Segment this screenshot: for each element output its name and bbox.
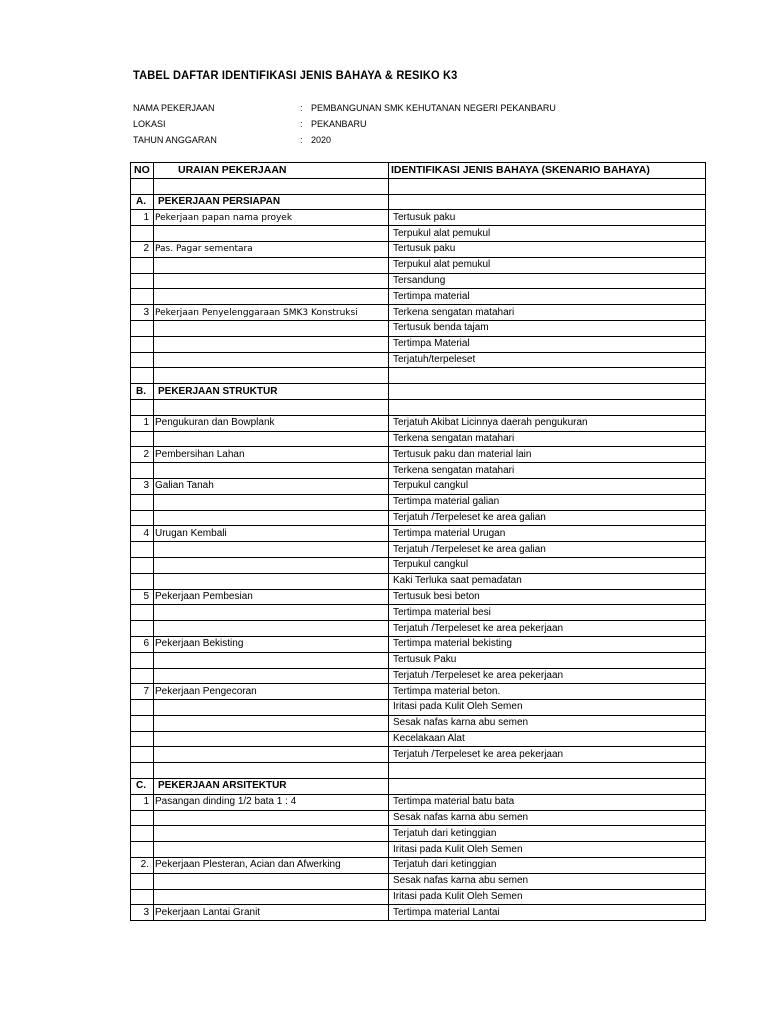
cell-uraian: Pekerjaan papan nama proyek xyxy=(154,210,389,226)
cell-identifikasi: Terjatuh /Terpeleset ke area galian xyxy=(389,510,706,526)
cell-identifikasi: Tertusuk benda tajam xyxy=(389,320,706,336)
cell-uraian: Pengukuran dan Bowplank xyxy=(154,415,389,431)
cell-uraian xyxy=(154,399,389,415)
cell-no: 7 xyxy=(131,684,154,700)
cell-identifikasi: Terpukul alat pemukul xyxy=(389,257,706,273)
table-header-row xyxy=(131,163,706,179)
cell-identifikasi: Tertimpa material Lantai xyxy=(389,905,706,921)
cell-no xyxy=(131,763,154,779)
meta-colon: : xyxy=(300,119,303,129)
cell-identifikasi: Terjatuh /Terpeleset ke area pekerjaan xyxy=(389,668,706,684)
cell-no xyxy=(131,715,154,731)
cell-no xyxy=(131,668,154,684)
cell-no xyxy=(131,747,154,763)
cell-no: 2 xyxy=(131,241,154,257)
cell-identifikasi xyxy=(389,194,706,210)
meta-colon: : xyxy=(300,103,303,113)
cell-uraian xyxy=(154,731,389,747)
cell-uraian: PEKERJAAN STRUKTUR xyxy=(154,384,389,400)
cell-no xyxy=(131,399,154,415)
table-row xyxy=(131,305,706,321)
cell-no: C. xyxy=(131,779,154,795)
table-row xyxy=(131,494,706,510)
table-row xyxy=(131,873,706,889)
cell-no xyxy=(131,352,154,368)
cell-identifikasi xyxy=(389,399,706,415)
cell-no: 2 xyxy=(131,447,154,463)
header-identifikasi: IDENTIFIKASI JENIS BAHAYA (SKENARIO BAHAYA) xyxy=(389,163,706,179)
table-row xyxy=(131,668,706,684)
cell-uraian xyxy=(154,842,389,858)
table-row xyxy=(131,636,706,652)
cell-uraian: Pas. Pagar sementara xyxy=(154,241,389,257)
cell-uraian xyxy=(154,810,389,826)
table-row xyxy=(131,336,706,352)
cell-uraian xyxy=(154,431,389,447)
cell-no: 6 xyxy=(131,636,154,652)
table-row xyxy=(131,605,706,621)
cell-no xyxy=(131,289,154,305)
cell-uraian xyxy=(154,352,389,368)
meta-label: TAHUN ANGGARAN xyxy=(133,135,217,145)
cell-uraian: Pekerjaan Plesteran, Acian dan Afwerking xyxy=(154,858,389,874)
cell-no xyxy=(131,605,154,621)
table-row xyxy=(131,652,706,668)
table-row xyxy=(131,447,706,463)
cell-no xyxy=(131,368,154,384)
cell-no xyxy=(131,652,154,668)
cell-no: 3 xyxy=(131,478,154,494)
header-uraian: URAIAN PEKERJAAN xyxy=(154,163,389,179)
cell-uraian xyxy=(154,652,389,668)
table-row xyxy=(131,178,706,194)
cell-uraian xyxy=(154,826,389,842)
cell-uraian: Urugan Kembali xyxy=(154,526,389,542)
cell-no xyxy=(131,731,154,747)
hazard-table xyxy=(130,162,706,921)
cell-uraian: Pekerjaan Lantai Granit xyxy=(154,905,389,921)
table-row xyxy=(131,257,706,273)
cell-uraian: PEKERJAAN ARSITEKTUR xyxy=(154,779,389,795)
cell-uraian xyxy=(154,715,389,731)
table-row xyxy=(131,794,706,810)
cell-uraian xyxy=(154,320,389,336)
cell-identifikasi xyxy=(389,368,706,384)
table-row xyxy=(131,273,706,289)
cell-identifikasi: Terjatuh /Terpeleset ke area pekerjaan xyxy=(389,747,706,763)
cell-uraian xyxy=(154,700,389,716)
cell-identifikasi: Terpukul cangkul xyxy=(389,557,706,573)
cell-identifikasi: Terkena sengatan matahari xyxy=(389,463,706,479)
table-row xyxy=(131,415,706,431)
cell-uraian: Pekerjaan Pengecoran xyxy=(154,684,389,700)
cell-uraian: Pembersihan Lahan xyxy=(154,447,389,463)
cell-uraian xyxy=(154,273,389,289)
table-row xyxy=(131,542,706,558)
cell-uraian xyxy=(154,289,389,305)
cell-identifikasi: Terjatuh dari ketinggian xyxy=(389,858,706,874)
cell-identifikasi: Tertusuk paku xyxy=(389,210,706,226)
cell-identifikasi: Terpukul cangkul xyxy=(389,478,706,494)
cell-no: A. xyxy=(131,194,154,210)
cell-identifikasi: Kaki Terluka saat pemadatan xyxy=(389,573,706,589)
cell-uraian xyxy=(154,510,389,526)
cell-identifikasi: Sesak nafas karna abu semen xyxy=(389,810,706,826)
cell-no xyxy=(131,463,154,479)
table-row xyxy=(131,431,706,447)
cell-uraian: PEKERJAAN PERSIAPAN xyxy=(154,194,389,210)
cell-uraian xyxy=(154,889,389,905)
cell-no: 3 xyxy=(131,305,154,321)
cell-no: 1 xyxy=(131,415,154,431)
cell-uraian xyxy=(154,542,389,558)
cell-uraian xyxy=(154,573,389,589)
cell-identifikasi: Terjatuh /Terpeleset ke area galian xyxy=(389,542,706,558)
cell-identifikasi: Tertimpa Material xyxy=(389,336,706,352)
cell-uraian xyxy=(154,621,389,637)
cell-identifikasi: Sesak nafas karna abu semen xyxy=(389,715,706,731)
cell-uraian: Pekerjaan Bekisting xyxy=(154,636,389,652)
meta-label: LOKASI xyxy=(133,119,166,129)
table-row xyxy=(131,289,706,305)
cell-identifikasi xyxy=(389,779,706,795)
meta-colon: : xyxy=(300,135,303,145)
table-row xyxy=(131,557,706,573)
cell-identifikasi: Terjatuh dari ketinggian xyxy=(389,826,706,842)
table-row xyxy=(131,826,706,842)
table-row xyxy=(131,573,706,589)
cell-no xyxy=(131,431,154,447)
meta-value: PEMBANGUNAN SMK KEHUTANAN NEGERI PEKANBARU xyxy=(311,103,556,113)
cell-no xyxy=(131,700,154,716)
cell-no: B. xyxy=(131,384,154,400)
cell-no xyxy=(131,826,154,842)
table-row xyxy=(131,684,706,700)
cell-identifikasi: Terjatuh /Terpeleset ke area pekerjaan xyxy=(389,621,706,637)
cell-uraian xyxy=(154,368,389,384)
table-body xyxy=(131,178,706,920)
table-row xyxy=(131,905,706,921)
cell-identifikasi: Tertimpa material xyxy=(389,289,706,305)
table-row xyxy=(131,763,706,779)
meta-value: PEKANBARU xyxy=(311,119,367,129)
cell-no xyxy=(131,257,154,273)
table-row xyxy=(131,810,706,826)
cell-uraian xyxy=(154,668,389,684)
cell-no xyxy=(131,889,154,905)
cell-no xyxy=(131,178,154,194)
meta-label: NAMA PEKERJAAN xyxy=(133,103,215,113)
cell-identifikasi: Tertimpa material Urugan xyxy=(389,526,706,542)
table-row xyxy=(131,621,706,637)
cell-identifikasi: Tertimpa material bekisting xyxy=(389,636,706,652)
cell-uraian xyxy=(154,336,389,352)
section-row xyxy=(131,384,706,400)
cell-no xyxy=(131,336,154,352)
cell-identifikasi: Terpukul alat pemukul xyxy=(389,226,706,242)
table-row xyxy=(131,399,706,415)
table-row xyxy=(131,210,706,226)
cell-identifikasi: Terjatuh Akibat Licinnya daerah pengukuran xyxy=(389,415,706,431)
table-row xyxy=(131,510,706,526)
cell-uraian xyxy=(154,257,389,273)
cell-identifikasi: Terjatuh/terpeleset xyxy=(389,352,706,368)
cell-identifikasi: Iritasi pada Kulit Oleh Semen xyxy=(389,842,706,858)
cell-no: 2. xyxy=(131,858,154,874)
cell-no xyxy=(131,810,154,826)
cell-uraian xyxy=(154,557,389,573)
cell-identifikasi: Tertimpa material batu bata xyxy=(389,794,706,810)
table-row xyxy=(131,320,706,336)
table-row xyxy=(131,226,706,242)
cell-no xyxy=(131,320,154,336)
cell-uraian xyxy=(154,226,389,242)
cell-uraian xyxy=(154,873,389,889)
table-row xyxy=(131,352,706,368)
cell-no xyxy=(131,542,154,558)
cell-uraian: Pekerjaan Pembesian xyxy=(154,589,389,605)
table-row xyxy=(131,368,706,384)
cell-no xyxy=(131,621,154,637)
table-row xyxy=(131,747,706,763)
cell-uraian: Galian Tanah xyxy=(154,478,389,494)
cell-no: 3 xyxy=(131,905,154,921)
cell-identifikasi: Tertimpa material beton. xyxy=(389,684,706,700)
cell-identifikasi: Tertimpa material besi xyxy=(389,605,706,621)
cell-identifikasi: Iritasi pada Kulit Oleh Semen xyxy=(389,700,706,716)
cell-no xyxy=(131,573,154,589)
cell-no xyxy=(131,842,154,858)
cell-identifikasi xyxy=(389,384,706,400)
cell-uraian: Pekerjaan Penyelenggaraan SMK3 Konstruksi xyxy=(154,305,389,321)
cell-identifikasi xyxy=(389,178,706,194)
cell-no xyxy=(131,873,154,889)
cell-identifikasi: Sesak nafas karna abu semen xyxy=(389,873,706,889)
table-row xyxy=(131,241,706,257)
cell-identifikasi: Tertusuk besi beton xyxy=(389,589,706,605)
cell-no: 1 xyxy=(131,210,154,226)
cell-identifikasi: Tersandung xyxy=(389,273,706,289)
cell-uraian xyxy=(154,605,389,621)
cell-uraian xyxy=(154,463,389,479)
table-row xyxy=(131,700,706,716)
cell-identifikasi: Tertusuk paku dan material lain xyxy=(389,447,706,463)
meta-value: 2020 xyxy=(311,135,332,145)
table-row xyxy=(131,589,706,605)
table-row xyxy=(131,478,706,494)
cell-no xyxy=(131,226,154,242)
table-row xyxy=(131,526,706,542)
table-row xyxy=(131,842,706,858)
cell-no xyxy=(131,273,154,289)
cell-identifikasi: Tertusuk paku xyxy=(389,241,706,257)
cell-identifikasi: Tertimpa material galian xyxy=(389,494,706,510)
header-no: NO xyxy=(131,163,154,179)
cell-uraian: Pasangan dinding 1/2 bata 1 : 4 xyxy=(154,794,389,810)
cell-identifikasi: Iritasi pada Kulit Oleh Semen xyxy=(389,889,706,905)
cell-identifikasi: Terkena sengatan matahari xyxy=(389,305,706,321)
cell-no xyxy=(131,510,154,526)
table-row xyxy=(131,889,706,905)
cell-identifikasi: Kecelakaan Alat xyxy=(389,731,706,747)
table-row xyxy=(131,715,706,731)
cell-no: 4 xyxy=(131,526,154,542)
cell-identifikasi xyxy=(389,763,706,779)
cell-identifikasi: Tertusuk Paku xyxy=(389,652,706,668)
cell-no xyxy=(131,557,154,573)
cell-no: 1 xyxy=(131,794,154,810)
cell-uraian xyxy=(154,763,389,779)
table-row xyxy=(131,463,706,479)
table-row xyxy=(131,858,706,874)
cell-uraian xyxy=(154,178,389,194)
cell-uraian xyxy=(154,747,389,763)
section-row xyxy=(131,194,706,210)
section-row xyxy=(131,779,706,795)
cell-identifikasi: Terkena sengatan matahari xyxy=(389,431,706,447)
cell-uraian xyxy=(154,494,389,510)
document-title: TABEL DAFTAR IDENTIFIKASI JENIS BAHAYA & RESIKO K3 xyxy=(133,68,458,82)
cell-no xyxy=(131,494,154,510)
table-row xyxy=(131,731,706,747)
cell-no: 5 xyxy=(131,589,154,605)
